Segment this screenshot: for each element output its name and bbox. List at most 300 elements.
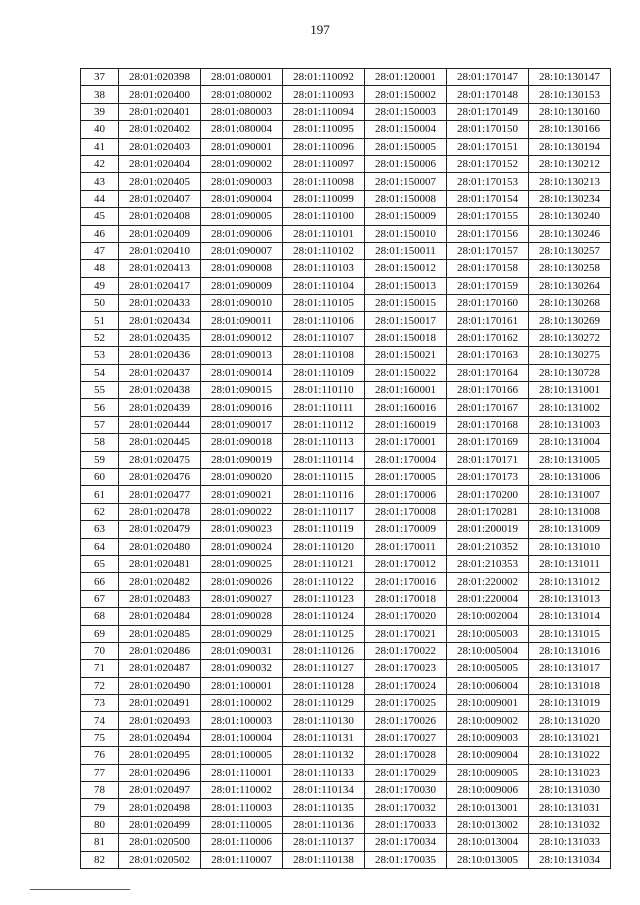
cadastral-number-cell: 28:01:170152 (447, 155, 529, 172)
cadastral-number-cell: 28:01:170156 (447, 225, 529, 242)
cadastral-number-cell: 28:10:131015 (529, 625, 611, 642)
table-row (81, 764, 611, 781)
cadastral-number-cell: 28:01:150004 (365, 121, 447, 138)
cadastral-number-cell: 28:01:170008 (365, 503, 447, 520)
cadastral-number-cell: 28:01:170169 (447, 434, 529, 451)
row-number-cell: 43 (81, 173, 119, 190)
row-number-cell: 48 (81, 260, 119, 277)
cadastral-number-cell: 28:01:110109 (283, 364, 365, 381)
cadastral-number-cell: 28:01:170024 (365, 677, 447, 694)
cadastral-number-cell: 28:01:150012 (365, 260, 447, 277)
cadastral-number-cell: 28:01:020417 (119, 277, 201, 294)
table-row (81, 782, 611, 799)
row-number-cell: 38 (81, 86, 119, 103)
row-number-cell: 60 (81, 468, 119, 485)
cadastral-number-cell: 28:10:130269 (529, 312, 611, 329)
row-number-cell: 50 (81, 295, 119, 312)
cadastral-number-cell: 28:01:100004 (201, 729, 283, 746)
cadastral-number-cell: 28:01:170158 (447, 260, 529, 277)
cadastral-number-cell: 28:01:020404 (119, 155, 201, 172)
cadastral-number-cell: 28:10:130264 (529, 277, 611, 294)
cadastral-number-cell: 28:01:090024 (201, 538, 283, 555)
cadastral-number-cell: 28:10:130166 (529, 121, 611, 138)
cadastral-number-cell: 28:01:110102 (283, 242, 365, 259)
cadastral-number-cell: 28:01:080003 (201, 103, 283, 120)
cadastral-number-cell: 28:01:020485 (119, 625, 201, 642)
table-row (81, 364, 611, 381)
cadastral-number-cell: 28:01:020444 (119, 416, 201, 433)
cadastral-number-cell: 28:01:110116 (283, 486, 365, 503)
cadastral-number-cell: 28:01:170021 (365, 625, 447, 642)
cadastral-number-cell: 28:10:131030 (529, 782, 611, 799)
cadastral-number-cell: 28:01:110096 (283, 138, 365, 155)
table-row (81, 329, 611, 346)
cadastral-number-cell: 28:01:020499 (119, 816, 201, 833)
cadastral-number-cell: 28:01:170028 (365, 747, 447, 764)
cadastral-number-cell: 28:01:020436 (119, 347, 201, 364)
cadastral-number-cell: 28:01:020398 (119, 69, 201, 86)
cadastral-number-cell: 28:10:131017 (529, 660, 611, 677)
cadastral-number-cell: 28:01:020494 (119, 729, 201, 746)
cadastral-number-cell: 28:01:170161 (447, 312, 529, 329)
cadastral-number-cell: 28:01:170173 (447, 468, 529, 485)
cadastral-number-cell: 28:01:090015 (201, 382, 283, 399)
cadastral-number-cell: 28:10:005004 (447, 642, 529, 659)
cadastral-number-cell: 28:01:090020 (201, 468, 283, 485)
table-row (81, 155, 611, 172)
cadastral-number-cell: 28:01:170148 (447, 86, 529, 103)
row-number-cell: 77 (81, 764, 119, 781)
cadastral-number-cell: 28:01:150007 (365, 173, 447, 190)
cadastral-number-cell: 28:01:170018 (365, 590, 447, 607)
cadastral-number-cell: 28:01:170025 (365, 695, 447, 712)
cadastral-number-cell: 28:01:090011 (201, 312, 283, 329)
cadastral-number-cell: 28:01:200019 (447, 521, 529, 538)
cadastral-number-cell: 28:01:090023 (201, 521, 283, 538)
cadastral-number-cell: 28:01:100005 (201, 747, 283, 764)
cadastral-number-cell: 28:01:020476 (119, 468, 201, 485)
cadastral-number-cell: 28:01:020413 (119, 260, 201, 277)
cadastral-number-cell: 28:01:170016 (365, 573, 447, 590)
cadastral-number-cell: 28:01:100001 (201, 677, 283, 694)
table-row (81, 834, 611, 851)
cadastral-number-cell: 28:10:130258 (529, 260, 611, 277)
row-number-cell: 79 (81, 799, 119, 816)
cadastral-number-cell: 28:10:130275 (529, 347, 611, 364)
cadastral-number-cell: 28:01:090027 (201, 590, 283, 607)
cadastral-number-cell: 28:01:150008 (365, 190, 447, 207)
row-number-cell: 51 (81, 312, 119, 329)
cadastral-number-cell: 28:01:090006 (201, 225, 283, 242)
cadastral-number-cell: 28:01:020481 (119, 555, 201, 572)
cadastral-number-cell: 28:01:160016 (365, 399, 447, 416)
cadastral-number-cell: 28:01:020475 (119, 451, 201, 468)
cadastral-number-cell: 28:01:020496 (119, 764, 201, 781)
cadastral-number-cell: 28:01:170155 (447, 208, 529, 225)
cadastral-number-cell: 28:01:150017 (365, 312, 447, 329)
row-number-cell: 70 (81, 642, 119, 659)
cadastral-number-cell: 28:01:020479 (119, 521, 201, 538)
cadastral-number-cell: 28:01:020400 (119, 86, 201, 103)
cadastral-number-cell: 28:01:110108 (283, 347, 365, 364)
cadastral-number-cell: 28:01:110137 (283, 834, 365, 851)
cadastral-number-cell: 28:01:090032 (201, 660, 283, 677)
cadastral-number-cell: 28:10:130153 (529, 86, 611, 103)
cadastral-number-cell: 28:01:080002 (201, 86, 283, 103)
cadastral-number-cell: 28:01:110094 (283, 103, 365, 120)
cadastral-number-cell: 28:01:170163 (447, 347, 529, 364)
row-number-cell: 54 (81, 364, 119, 381)
cadastral-number-cell: 28:01:090022 (201, 503, 283, 520)
cadastral-number-cell: 28:10:005003 (447, 625, 529, 642)
cadastral-number-cell: 28:01:170026 (365, 712, 447, 729)
table-row (81, 747, 611, 764)
cadastral-number-cell: 28:10:131006 (529, 468, 611, 485)
cadastral-number-cell: 28:01:170149 (447, 103, 529, 120)
cadastral-number-cell: 28:10:006004 (447, 677, 529, 694)
cadastral-number-cell: 28:01:150006 (365, 155, 447, 172)
cadastral-number-cell: 28:01:110115 (283, 468, 365, 485)
cadastral-number-cell: 28:01:150005 (365, 138, 447, 155)
cadastral-number-cell: 28:01:020480 (119, 538, 201, 555)
row-number-cell: 46 (81, 225, 119, 242)
cadastral-number-cell: 28:10:009003 (447, 729, 529, 746)
cadastral-number-cell: 28:01:170200 (447, 486, 529, 503)
cadastral-number-cell: 28:01:020495 (119, 747, 201, 764)
cadastral-number-cell: 28:01:170020 (365, 608, 447, 625)
table-row (81, 712, 611, 729)
cadastral-number-cell: 28:01:110110 (283, 382, 365, 399)
cadastral-number-cell: 28:01:090014 (201, 364, 283, 381)
cadastral-number-cell: 28:01:020487 (119, 660, 201, 677)
cadastral-number-cell: 28:01:170006 (365, 486, 447, 503)
cadastral-number-cell: 28:10:002004 (447, 608, 529, 625)
cadastral-number-cell: 28:01:080004 (201, 121, 283, 138)
cadastral-number-cell: 28:10:130212 (529, 155, 611, 172)
cadastral-number-cell: 28:01:170160 (447, 295, 529, 312)
cadastral-number-cell: 28:01:160001 (365, 382, 447, 399)
table-row (81, 573, 611, 590)
cadastral-number-cell: 28:01:020484 (119, 608, 201, 625)
cadastral-number-cell: 28:01:110097 (283, 155, 365, 172)
cadastral-number-cell: 28:10:131022 (529, 747, 611, 764)
cadastral-number-cell: 28:01:110124 (283, 608, 365, 625)
cadastral-number-cell: 28:10:009005 (447, 764, 529, 781)
table-body (81, 69, 611, 869)
table-row (81, 277, 611, 294)
cadastral-number-cell: 28:01:020433 (119, 295, 201, 312)
cadastral-number-cell: 28:01:020502 (119, 851, 201, 868)
cadastral-number-cell: 28:10:130147 (529, 69, 611, 86)
cadastral-number-cell: 28:01:020408 (119, 208, 201, 225)
page-number: 197 (310, 22, 330, 37)
cadastral-number-cell: 28:01:170147 (447, 69, 529, 86)
footnote-divider (30, 889, 130, 890)
table-row (81, 208, 611, 225)
cadastral-number-cell: 28:10:131014 (529, 608, 611, 625)
table-row (81, 625, 611, 642)
cadastral-number-cell: 28:10:131023 (529, 764, 611, 781)
table-row (81, 121, 611, 138)
cadastral-number-cell: 28:01:090013 (201, 347, 283, 364)
cadastral-number-cell: 28:10:130234 (529, 190, 611, 207)
cadastral-number-cell: 28:01:020434 (119, 312, 201, 329)
cadastral-number-cell: 28:01:020403 (119, 138, 201, 155)
row-number-cell: 56 (81, 399, 119, 416)
table-row (81, 468, 611, 485)
cadastral-number-cell: 28:10:131005 (529, 451, 611, 468)
row-number-cell: 52 (81, 329, 119, 346)
row-number-cell: 40 (81, 121, 119, 138)
cadastral-number-cell: 28:01:110103 (283, 260, 365, 277)
cadastral-number-cell: 28:01:020483 (119, 590, 201, 607)
cadastral-number-cell: 28:01:110120 (283, 538, 365, 555)
cadastral-number-cell: 28:01:210352 (447, 538, 529, 555)
row-number-cell: 80 (81, 816, 119, 833)
cadastral-number-cell: 28:01:020405 (119, 173, 201, 190)
table-row (81, 590, 611, 607)
table-row (81, 138, 611, 155)
cadastral-number-cell: 28:10:013005 (447, 851, 529, 868)
table-row (81, 729, 611, 746)
row-number-cell: 41 (81, 138, 119, 155)
cadastral-number-cell: 28:01:090026 (201, 573, 283, 590)
cadastral-number-cell: 28:01:110125 (283, 625, 365, 642)
cadastral-number-cell: 28:10:131020 (529, 712, 611, 729)
cadastral-number-cell: 28:01:170032 (365, 799, 447, 816)
row-number-cell: 64 (81, 538, 119, 555)
cadastral-number-cell: 28:10:131003 (529, 416, 611, 433)
cadastral-number-cell: 28:01:210353 (447, 555, 529, 572)
cadastral-number-cell: 28:10:130194 (529, 138, 611, 155)
cadastral-number-cell: 28:10:013002 (447, 816, 529, 833)
cadastral-number-cell: 28:01:170157 (447, 242, 529, 259)
cadastral-number-cell: 28:01:170035 (365, 851, 447, 868)
row-number-cell: 37 (81, 69, 119, 86)
cadastral-number-cell: 28:10:130160 (529, 103, 611, 120)
row-number-cell: 57 (81, 416, 119, 433)
cadastral-number-cell: 28:01:090018 (201, 434, 283, 451)
cadastral-number-cell: 28:01:020493 (119, 712, 201, 729)
table-row (81, 225, 611, 242)
table-row (81, 555, 611, 572)
cadastral-number-cell: 28:01:110104 (283, 277, 365, 294)
cadastral-number-cell: 28:01:090009 (201, 277, 283, 294)
cadastral-number-cell: 28:10:131019 (529, 695, 611, 712)
cadastral-number-cell: 28:01:020486 (119, 642, 201, 659)
cadastral-number-cell: 28:01:110105 (283, 295, 365, 312)
table-row (81, 416, 611, 433)
cadastral-number-cell: 28:10:131032 (529, 816, 611, 833)
cadastral-number-cell: 28:01:160019 (365, 416, 447, 433)
cadastral-number-cell: 28:01:110130 (283, 712, 365, 729)
table-row (81, 347, 611, 364)
cadastral-number-cell: 28:01:110007 (201, 851, 283, 868)
cadastral-number-cell: 28:01:110119 (283, 521, 365, 538)
cadastral-number-cell: 28:01:020435 (119, 329, 201, 346)
cadastral-number-cell: 28:01:110136 (283, 816, 365, 833)
cadastral-number-cell: 28:10:131001 (529, 382, 611, 399)
cadastral-number-cell: 28:01:170027 (365, 729, 447, 746)
cadastral-number-cell: 28:10:131016 (529, 642, 611, 659)
cadastral-number-cell: 28:01:170030 (365, 782, 447, 799)
cadastral-number-cell: 28:01:150018 (365, 329, 447, 346)
cadastral-number-cell: 28:10:131018 (529, 677, 611, 694)
cadastral-number-cell: 28:01:150015 (365, 295, 447, 312)
cadastral-number-cell: 28:01:170167 (447, 399, 529, 416)
cadastral-number-cell: 28:01:170034 (365, 834, 447, 851)
cadastral-number-cell: 28:10:009001 (447, 695, 529, 712)
table-row (81, 677, 611, 694)
cadastral-number-cell: 28:01:020401 (119, 103, 201, 120)
table-row (81, 69, 611, 86)
row-number-cell: 58 (81, 434, 119, 451)
cadastral-number-cell: 28:01:020438 (119, 382, 201, 399)
row-number-cell: 61 (81, 486, 119, 503)
table-row (81, 434, 611, 451)
cadastral-number-cell: 28:01:120001 (365, 69, 447, 86)
cadastral-number-cell: 28:01:110001 (201, 764, 283, 781)
cadastral-number-cell: 28:01:020407 (119, 190, 201, 207)
cadastral-number-cell: 28:01:020498 (119, 799, 201, 816)
cadastral-number-cell: 28:01:020439 (119, 399, 201, 416)
cadastral-number-cell: 28:01:090005 (201, 208, 283, 225)
cadastral-number-cell: 28:10:130240 (529, 208, 611, 225)
row-number-cell: 75 (81, 729, 119, 746)
cadastral-number-cell: 28:01:110127 (283, 660, 365, 677)
cadastral-number-cell: 28:01:110101 (283, 225, 365, 242)
cadastral-number-cell: 28:01:170150 (447, 121, 529, 138)
cadastral-number-cell: 28:10:131031 (529, 799, 611, 816)
cadastral-number-cell: 28:01:170009 (365, 521, 447, 538)
row-number-cell: 55 (81, 382, 119, 399)
table-row (81, 399, 611, 416)
row-number-cell: 69 (81, 625, 119, 642)
cadastral-number-cell: 28:01:090031 (201, 642, 283, 659)
cadastral-number-cell: 28:01:150022 (365, 364, 447, 381)
cadastral-number-cell: 28:01:090017 (201, 416, 283, 433)
cadastral-number-cell: 28:10:131002 (529, 399, 611, 416)
cadastral-number-cell: 28:01:170171 (447, 451, 529, 468)
cadastral-number-cell: 28:10:130246 (529, 225, 611, 242)
cadastral-number-cell: 28:10:013004 (447, 834, 529, 851)
cadastral-number-cell: 28:01:170151 (447, 138, 529, 155)
cadastral-number-cell: 28:01:020437 (119, 364, 201, 381)
row-number-cell: 76 (81, 747, 119, 764)
table-row (81, 851, 611, 868)
cadastral-number-cell: 28:01:170023 (365, 660, 447, 677)
table-row (81, 503, 611, 520)
cadastral-number-cell: 28:01:170012 (365, 555, 447, 572)
row-number-cell: 49 (81, 277, 119, 294)
cadastral-number-cell: 28:01:170022 (365, 642, 447, 659)
cadastral-number-cell: 28:01:100002 (201, 695, 283, 712)
cadastral-number-cell: 28:10:131034 (529, 851, 611, 868)
cadastral-number-cell: 28:01:110098 (283, 173, 365, 190)
cadastral-number-cell: 28:01:090007 (201, 242, 283, 259)
table-row (81, 816, 611, 833)
cadastral-number-cell: 28:01:020478 (119, 503, 201, 520)
cadastral-number-cell: 28:01:110121 (283, 555, 365, 572)
cadastral-number-cell: 28:01:020477 (119, 486, 201, 503)
cadastral-number-cell: 28:01:150010 (365, 225, 447, 242)
cadastral-number-cell: 28:01:170281 (447, 503, 529, 520)
cadastral-number-cell: 28:01:110107 (283, 329, 365, 346)
row-number-cell: 78 (81, 782, 119, 799)
cadastral-number-cell: 28:01:110129 (283, 695, 365, 712)
cadastral-number-cell: 28:10:130728 (529, 364, 611, 381)
row-number-cell: 71 (81, 660, 119, 677)
cadastral-number-cell: 28:01:110132 (283, 747, 365, 764)
cadastral-number-cell: 28:01:170004 (365, 451, 447, 468)
cadastral-number-cell: 28:01:150009 (365, 208, 447, 225)
row-number-cell: 82 (81, 851, 119, 868)
row-number-cell: 63 (81, 521, 119, 538)
table-row (81, 312, 611, 329)
row-number-cell: 44 (81, 190, 119, 207)
cadastral-number-cell: 28:01:020402 (119, 121, 201, 138)
cadastral-number-cell: 28:01:110117 (283, 503, 365, 520)
cadastral-number-cell: 28:01:090029 (201, 625, 283, 642)
cadastral-number-cell: 28:01:020497 (119, 782, 201, 799)
cadastral-number-cell: 28:10:131021 (529, 729, 611, 746)
table-row (81, 608, 611, 625)
cadastral-number-cell: 28:01:150021 (365, 347, 447, 364)
row-number-cell: 73 (81, 695, 119, 712)
cadastral-number-cell: 28:01:110122 (283, 573, 365, 590)
cadastral-number-cell: 28:10:130268 (529, 295, 611, 312)
cadastral-number-cell: 28:01:090002 (201, 155, 283, 172)
cadastral-number-cell: 28:01:170164 (447, 364, 529, 381)
table-row (81, 695, 611, 712)
cadastral-number-cell: 28:01:150013 (365, 277, 447, 294)
row-number-cell: 42 (81, 155, 119, 172)
cadastral-table (80, 68, 611, 869)
table-row (81, 173, 611, 190)
row-number-cell: 68 (81, 608, 119, 625)
cadastral-number-cell: 28:01:170168 (447, 416, 529, 433)
cadastral-number-cell: 28:01:170005 (365, 468, 447, 485)
table-row (81, 642, 611, 659)
row-number-cell: 39 (81, 103, 119, 120)
cadastral-number-cell: 28:01:020490 (119, 677, 201, 694)
cadastral-number-cell: 28:01:170001 (365, 434, 447, 451)
cadastral-number-cell: 28:01:110095 (283, 121, 365, 138)
row-number-cell: 67 (81, 590, 119, 607)
table-row (81, 242, 611, 259)
row-number-cell: 59 (81, 451, 119, 468)
row-number-cell: 47 (81, 242, 119, 259)
cadastral-number-cell: 28:01:090012 (201, 329, 283, 346)
cadastral-number-cell: 28:01:170011 (365, 538, 447, 555)
row-number-cell: 65 (81, 555, 119, 572)
cadastral-number-cell: 28:01:170162 (447, 329, 529, 346)
cadastral-number-cell: 28:01:220004 (447, 590, 529, 607)
cadastral-number-cell: 28:01:110128 (283, 677, 365, 694)
row-number-cell: 45 (81, 208, 119, 225)
row-number-cell: 53 (81, 347, 119, 364)
cadastral-number-cell: 28:01:170033 (365, 816, 447, 833)
cadastral-number-cell: 28:01:090008 (201, 260, 283, 277)
cadastral-number-cell: 28:01:220002 (447, 573, 529, 590)
cadastral-number-cell: 28:01:020482 (119, 573, 201, 590)
cadastral-number-cell: 28:10:131011 (529, 555, 611, 572)
row-number-cell: 62 (81, 503, 119, 520)
cadastral-number-cell: 28:01:110003 (201, 799, 283, 816)
cadastral-number-cell: 28:01:090016 (201, 399, 283, 416)
cadastral-number-cell: 28:10:131010 (529, 538, 611, 555)
cadastral-number-cell: 28:01:020409 (119, 225, 201, 242)
